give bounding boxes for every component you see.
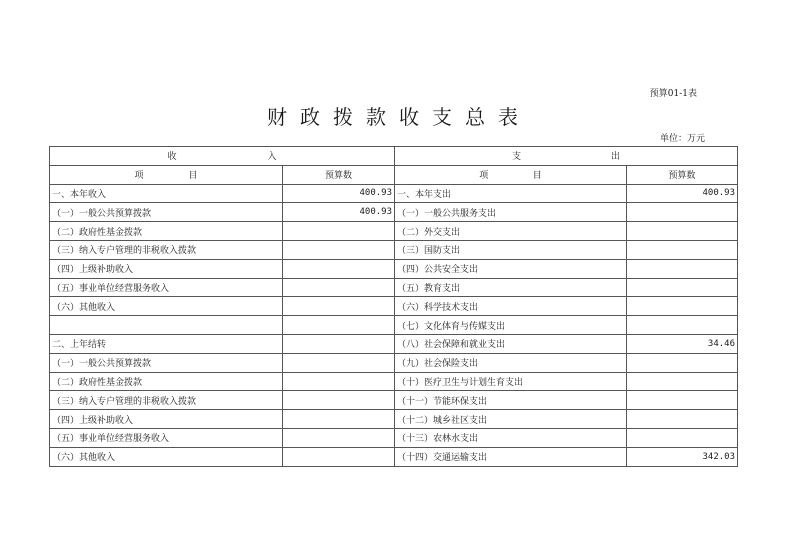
page-title: 财政拨款收支总表 bbox=[267, 105, 531, 129]
expense-amount-cell bbox=[627, 391, 738, 410]
income-amount-cell bbox=[283, 316, 395, 335]
income-item-cell: （二）政府性基金拨款 bbox=[50, 222, 283, 241]
income-item-cell: （三）纳入专户管理的非税收入拨款 bbox=[50, 391, 283, 410]
expense-item-cell: （八）社会保障和就业支出 bbox=[395, 334, 627, 353]
income-item-cell bbox=[50, 316, 283, 335]
expense-item-cell: （十三）农林水支出 bbox=[395, 428, 627, 447]
expense-item-cell: （一）一般公共服务支出 bbox=[395, 203, 627, 222]
income-amount-header: 预算数 bbox=[283, 165, 395, 184]
table-row bbox=[50, 334, 738, 353]
income-amount-cell bbox=[283, 278, 395, 297]
income-amount-cell bbox=[283, 334, 395, 353]
income-amount-cell: 400.93 bbox=[283, 203, 395, 222]
expense-item-char-1: 项 bbox=[479, 171, 489, 182]
expense-amount-cell bbox=[627, 372, 738, 391]
income-item-cell: （五）事业单位经营服务收入 bbox=[50, 428, 283, 447]
expense-item-cell: （三）国防支出 bbox=[395, 240, 627, 259]
income-item-cell: （四）上级补助收入 bbox=[50, 410, 283, 429]
expense-item-cell: （九）社会保险支出 bbox=[395, 353, 627, 372]
table-row bbox=[50, 316, 738, 335]
table-row bbox=[50, 428, 738, 447]
income-item-cell: （二）政府性基金拨款 bbox=[50, 372, 283, 391]
income-item-char-1: 项 bbox=[134, 171, 144, 182]
expense-item-cell: （四）公共安全支出 bbox=[395, 259, 627, 278]
expense-amount-cell bbox=[627, 316, 738, 335]
income-amount-cell bbox=[283, 391, 395, 410]
form-number: 预算01-1表 bbox=[649, 89, 697, 99]
table-row bbox=[50, 184, 738, 203]
income-item-cell: （一）一般公共预算拨款 bbox=[50, 203, 283, 222]
expense-item-cell: （二）外交支出 bbox=[395, 222, 627, 241]
table-row bbox=[50, 391, 738, 410]
expense-item-char-2: 目 bbox=[532, 171, 542, 182]
expense-amount-cell bbox=[627, 278, 738, 297]
income-item-cell: （一）一般公共预算拨款 bbox=[50, 353, 283, 372]
income-item-char-2: 目 bbox=[188, 171, 198, 182]
expense-amount-cell bbox=[627, 353, 738, 372]
expense-header-char-1: 支 bbox=[511, 152, 521, 163]
income-amount-cell bbox=[283, 259, 395, 278]
income-header-char-2: 入 bbox=[267, 152, 277, 163]
header-row-2 bbox=[50, 165, 738, 184]
income-item-cell: （六）其他收入 bbox=[50, 447, 283, 466]
expense-amount-cell bbox=[627, 428, 738, 447]
expense-amount-cell bbox=[627, 240, 738, 259]
header-row-1 bbox=[50, 147, 738, 166]
expense-amount-header: 预算数 bbox=[627, 165, 738, 184]
expense-item-cell: （十）医疗卫生与计划生育支出 bbox=[395, 372, 627, 391]
income-amount-cell bbox=[283, 222, 395, 241]
income-item-cell: 一、本年收入 bbox=[50, 184, 283, 203]
income-amount-cell bbox=[283, 372, 395, 391]
income-item-cell: （四）上级补助收入 bbox=[50, 259, 283, 278]
table-row bbox=[50, 259, 738, 278]
expense-header bbox=[395, 147, 738, 166]
table-row bbox=[50, 278, 738, 297]
budget-table bbox=[49, 146, 738, 467]
expense-amount-cell bbox=[627, 222, 738, 241]
income-item-header bbox=[50, 165, 283, 184]
income-amount-cell: 400.93 bbox=[283, 184, 395, 203]
unit-label: 单位：万元 bbox=[659, 134, 705, 144]
expense-amount-cell bbox=[627, 203, 738, 222]
expense-item-cell: （七）文化体育与传媒支出 bbox=[395, 316, 627, 335]
income-header bbox=[50, 147, 395, 166]
expense-amount-cell: 342.03 bbox=[627, 447, 738, 466]
table-row bbox=[50, 297, 738, 316]
table-row bbox=[50, 410, 738, 429]
expense-item-header bbox=[395, 165, 627, 184]
expense-amount-cell bbox=[627, 259, 738, 278]
income-amount-cell bbox=[283, 410, 395, 429]
expense-item-cell: （十二）城乡社区支出 bbox=[395, 410, 627, 429]
income-item-cell: 二、上年结转 bbox=[50, 334, 283, 353]
income-amount-cell bbox=[283, 297, 395, 316]
table-row bbox=[50, 240, 738, 259]
expense-amount-cell: 400.93 bbox=[627, 184, 738, 203]
expense-item-cell: （五）教育支出 bbox=[395, 278, 627, 297]
expense-header-char-2: 出 bbox=[610, 152, 620, 163]
income-amount-cell bbox=[283, 447, 395, 466]
income-amount-cell bbox=[283, 353, 395, 372]
income-amount-cell bbox=[283, 240, 395, 259]
expense-item-cell: （十四）交通运输支出 bbox=[395, 447, 627, 466]
income-item-cell: （三）纳入专户管理的非税收入拨款 bbox=[50, 240, 283, 259]
table-row bbox=[50, 203, 738, 222]
income-item-cell: （六）其他收入 bbox=[50, 297, 283, 316]
income-header-char-1: 收 bbox=[167, 152, 177, 163]
expense-amount-cell bbox=[627, 297, 738, 316]
income-amount-cell bbox=[283, 428, 395, 447]
expense-amount-cell bbox=[627, 410, 738, 429]
expense-item-cell: 一、本年支出 bbox=[395, 184, 627, 203]
table-row bbox=[50, 372, 738, 391]
expense-item-cell: （六）科学技术支出 bbox=[395, 297, 627, 316]
table-row bbox=[50, 353, 738, 372]
income-item-cell: （五）事业单位经营服务收入 bbox=[50, 278, 283, 297]
expense-amount-cell: 34.46 bbox=[627, 334, 738, 353]
table-row bbox=[50, 447, 738, 466]
expense-item-cell: （十一）节能环保支出 bbox=[395, 391, 627, 410]
table-row bbox=[50, 222, 738, 241]
